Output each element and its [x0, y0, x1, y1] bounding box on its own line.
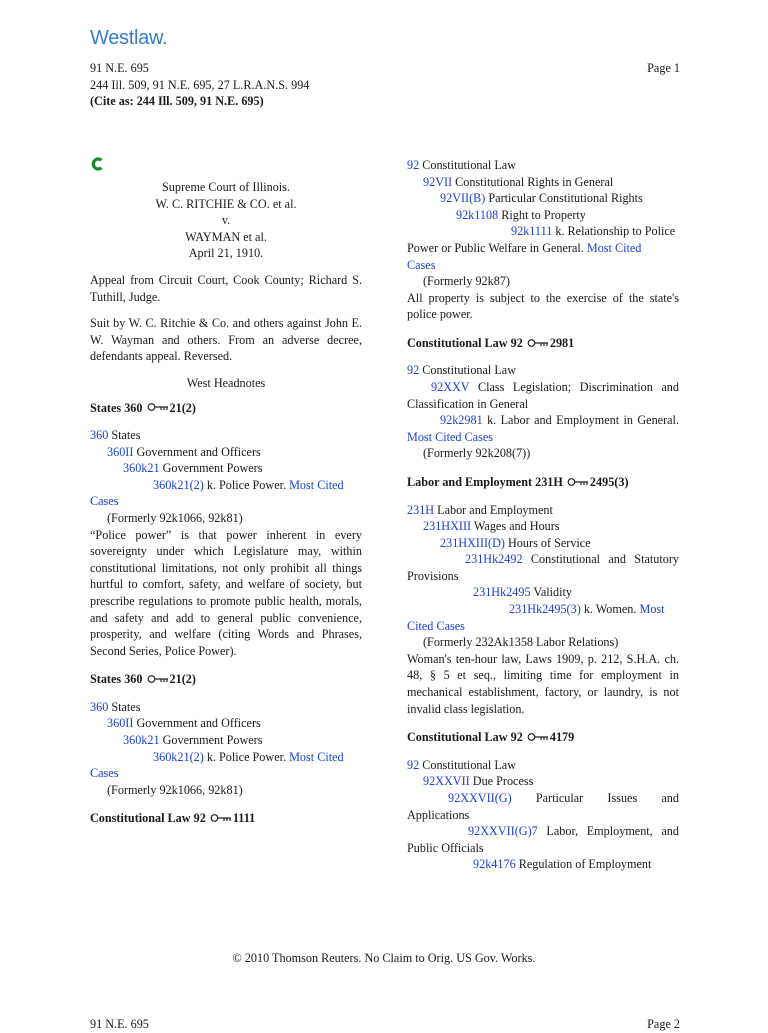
most-cited-cases-link[interactable]: Cases — [90, 494, 119, 509]
key-line: 360k21(2) k. Police Power. Most Cited — [153, 749, 344, 764]
headnote-text: All property is subject to the exercise of the state's police power. — [407, 290, 679, 322]
topic-line: 92 Constitutional Law — [407, 363, 517, 378]
key-link[interactable]: 360k21 — [123, 461, 160, 476]
subtopic-link[interactable]: 92XXVII — [423, 774, 470, 789]
key-link[interactable]: 92k1108 — [456, 207, 499, 222]
most-cited-cases-link[interactable]: Cited Cases — [407, 618, 465, 633]
subtopic-link[interactable]: 92XXV — [431, 380, 470, 395]
headnote-heading: Constitutional Law 92 2981 — [407, 335, 679, 353]
subtopic-line: 92XXV Class Legislation; Discrimination and Classification in General — [407, 380, 679, 411]
keycite-flag-icon[interactable] — [90, 157, 362, 179]
subtopic-line: 92XXVII Due Process — [423, 774, 534, 789]
citation-line: 91 N.E. 695 — [90, 61, 149, 75]
key-link[interactable]: 92k2981 — [440, 413, 483, 428]
headnote-text: Woman's ten-hour law, Laws 1909, p. 212, S.H.A. ch. 48, § 5 et seq., limiting time for employment in mechanical establishment, factory, or laundry, is not invalid class legislation. — [407, 651, 679, 716]
topic-line: 360 States — [90, 699, 141, 714]
key-line: 360k21 Government Powers — [123, 733, 263, 748]
most-cited-cases-link[interactable]: Most Cited — [586, 240, 642, 255]
key-number-icon[interactable] — [147, 672, 169, 689]
topic-link[interactable]: 360 — [90, 699, 109, 714]
topic-line: 92 Constitutional Law — [407, 158, 517, 172]
key-link[interactable]: 360k21(2) — [153, 477, 204, 492]
key-link[interactable]: 92XXVII(G)7 — [468, 824, 538, 839]
subtopic-link[interactable]: 231HXIII(D) — [440, 535, 505, 550]
subtopic-line: 360II Government and Officers — [107, 716, 261, 731]
key-number-icon[interactable] — [147, 400, 169, 417]
page-header — [90, 60, 680, 110]
key-link[interactable]: 360k21 — [123, 733, 160, 748]
key-line: 92k2981 k. Labor and Employment in General. Most Cited Cases — [407, 413, 679, 444]
formerly-note: (Formerly 92k208(7)) — [423, 446, 531, 461]
headnote-heading: States 360 21(2) — [90, 400, 362, 418]
subtopic-line: 231HXIII(D) Hours of Service — [440, 535, 591, 550]
key-line: 92k1108 Right to Property — [456, 207, 586, 222]
topic-link[interactable]: 360 — [90, 428, 109, 443]
court-name: Supreme Court of Illinois. — [162, 180, 290, 194]
subtopic-line: 231HXIII Wages and Hours — [423, 519, 560, 534]
key-line: 231Hk2492 Constitutional and Statutory Provisions — [407, 552, 679, 583]
most-cited-cases-link[interactable]: Cases — [90, 766, 119, 781]
headnote-heading: Constitutional Law 92 4179 — [407, 729, 679, 747]
decision-date: April 21, 1910. — [188, 246, 264, 261]
parallel-citation-line: 244 Ill. 509, 91 N.E. 695, 27 L.R.A.N.S. 994 — [90, 77, 310, 92]
key-line: 231Hk2495(3) k. Women. Most — [509, 602, 665, 617]
key-number-icon[interactable] — [210, 811, 232, 828]
most-cited-cases-link[interactable]: Most Cited — [289, 477, 344, 492]
topic-line: 360 States — [90, 428, 141, 443]
page-number: Page 1 — [647, 61, 680, 75]
next-page-citation: 91 N.E. 695 — [90, 1017, 149, 1031]
key-number-icon[interactable] — [567, 475, 589, 492]
headnote-heading: States 360 21(2) — [90, 671, 362, 689]
key-link[interactable]: 231Hk2492 — [465, 552, 523, 567]
headnote-heading: Labor and Employment 231H 2495(3) — [407, 474, 679, 492]
key-link[interactable]: 231Hk2495 — [473, 585, 531, 600]
suit-paragraph: Suit by W. C. Ritchie & Co. and others against John E. W. Wayman and others. From an adverse decree, defendants appeal. Reversed. — [90, 316, 362, 364]
subtopic-link[interactable]: 360II — [107, 444, 134, 459]
subtopic-line: 92VII(B) Particular Constitutional Rights — [440, 191, 643, 206]
subtopic-link[interactable]: 360II — [107, 716, 134, 731]
subtopic-link[interactable]: 231HXIII — [423, 519, 472, 534]
subtopic-link[interactable]: 92VII — [423, 174, 453, 189]
key-line: 231Hk2495 Validity — [473, 585, 572, 600]
most-cited-cases-link[interactable]: Cases — [407, 257, 436, 272]
subtopic-line: 92XXVII(G) Particular Issues and Applications — [407, 790, 679, 822]
key-line: 360k21 Government Powers — [123, 461, 263, 476]
key-link[interactable]: 231Hk2495(3) — [509, 602, 581, 617]
party-defendant: WAYMAN et al. — [185, 229, 267, 244]
key-link[interactable]: 360k21(2) — [153, 749, 204, 764]
formerly-note: (Formerly 92k1066, 92k81) — [107, 511, 243, 525]
appeal-paragraph: Appeal from Circuit Court, Cook County; Richard S. Tuthill, Judge. — [90, 272, 362, 304]
topic-link[interactable]: 92 — [407, 158, 420, 172]
key-link[interactable]: 92k4176 — [473, 857, 516, 872]
most-cited-cases-link[interactable]: Most — [639, 602, 665, 617]
topic-link[interactable]: 92 — [407, 757, 420, 772]
next-page-number: Page 2 — [647, 1017, 680, 1031]
topic-line: 92 Constitutional Law — [407, 757, 517, 772]
key-line: 92XXVII(G)7 Labor, Employment, and Public Officials — [407, 824, 679, 855]
most-cited-cases-link[interactable]: Most Cited Cases — [407, 429, 493, 444]
subtopic-line: 360II Government and Officers — [107, 444, 261, 459]
versus: v. — [221, 213, 231, 228]
formerly-note: (Formerly 92k1066, 92k81) — [107, 782, 243, 797]
key-number-icon[interactable] — [527, 730, 549, 747]
key-line: 92k4176 Regulation of Employment — [473, 857, 652, 872]
party-plaintiff: W. C. RITCHIE & CO. et al. — [155, 196, 297, 211]
formerly-note: (Formerly 232Ak1358 Labor Relations) — [423, 635, 619, 650]
westlaw-logo: Westlaw. — [90, 27, 168, 49]
next-page-header — [90, 1016, 680, 1033]
subtopic-line: 92VII Constitutional Rights in General — [423, 174, 614, 189]
subtopic-link[interactable]: 92VII(B) — [440, 191, 486, 206]
cite-as-line: (Cite as: 244 Ill. 509, 91 N.E. 695) — [90, 94, 264, 109]
most-cited-cases-link[interactable]: Most Cited — [289, 749, 344, 764]
topic-line: 231H Labor and Employment — [407, 502, 553, 517]
topic-link[interactable]: 92 — [407, 363, 420, 378]
formerly-note: (Formerly 92k87) — [423, 274, 510, 289]
left-column — [90, 157, 362, 838]
copyright-footer: © 2010 Thomson Reuters. No Claim to Orig. US Gov. Works. — [232, 951, 536, 965]
key-line: 360k21(2) k. Police Power. Most Cited — [153, 477, 344, 492]
topic-link[interactable]: 231H — [407, 502, 435, 517]
subtopic-link[interactable]: 92XXVII(G) — [448, 790, 512, 805]
key-line: 92k1111 k. Relationship to Police — [511, 224, 676, 239]
court-caption — [90, 179, 362, 262]
headnote-heading: Constitutional Law 92 1111 — [90, 810, 362, 828]
headnotes-title: West Headnotes — [186, 375, 266, 390]
right-column: 92 Constitutional Law 92VII Constitutional Rights in General 92VII(B) Particular Constitutional Rights 92k1108 Right to Property 92k1111 k. Relationship to Police Power or Public Welfare in General. Most Cited Cases (Formerly 92k87) All property is subject to the exercise of the state's police power. Constitutional Law 92 2981 92 Constitutional Law 92XXV Class Legislation; Discrimination and Classification in General 92k2981 k. Labor and Employment in General. Most Cited Cases (Formerly 92k208(7)) Labor and Employment 231H 2495(3) 231H Labor and Employment 231HXIII Wages and Hours 231HXIII(D) Hours of Service 231Hk2492 Constitutional and Statutory Provisions 231Hk2495 Validity 231Hk2495(3) k. Women. Most Cited Cases (Formerly 232Ak1358 Labor Relations) Woman's ten-hour law, Laws 1909, p. 212, S.H.A. ch. 48, § 5 et seq., limiting time for employment in mechanical establishment, factory, or laundry, is not invalid class legislation. Constitutional Law 92 4179 92 Constitutional Law 92XXVII Due Process 92XXVII(G) Particular Issues and Applications 92XXVII(G)7 Labor, Employment, and Public Officials 92k4176 Regulation of Employment — [407, 158, 679, 872]
key-link[interactable]: 92k1111 — [511, 224, 553, 239]
headnote-text: “Police power” is that power inherent in every sovereignty under which Legislature may, within constitutional limitations, not only prohibit all things hurtful to comfort, safety, and welfare of society, but prescribe regulations to promote public health, morals, and safety and add to general public convenience, prosperity, and welfare (citing Words and Phrases, Second Series, Police Power). — [90, 527, 362, 658]
key-number-icon[interactable] — [527, 336, 549, 353]
